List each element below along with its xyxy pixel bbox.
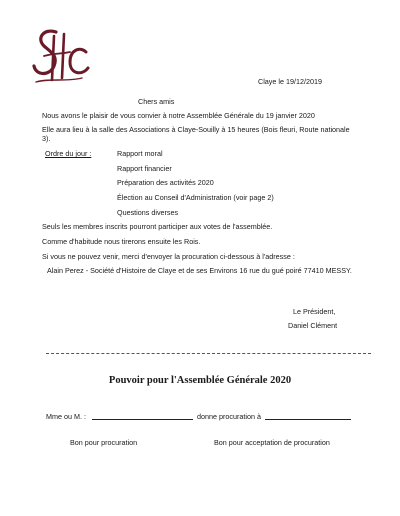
cut-line [46,353,371,354]
name-label: Mme ou M. : [46,412,86,421]
venue-line-1: Elle aura lieu à la salle des Associations à Claye-Souilly à 15 heures (Bois fleuri, Route nationale [42,125,350,134]
gives-proxy-label: donne procuration à [197,412,261,421]
greeting: Chers amis [138,97,175,106]
agenda-item: Élection au Conseil d'Administration (voir page 2) [117,193,274,202]
name-field[interactable] [92,412,193,420]
agenda-item: Rapport financier [117,164,172,173]
right-signature-label: Bon pour acceptation de procuration [214,438,330,447]
intro-paragraph: Nous avons le plaisir de vous convier à notre Assemblée Générale du 19 janvier 2020 [42,111,315,120]
agenda-item: Rapport moral [117,149,163,158]
agenda-item: Questions diverses [117,208,179,217]
proxy-recipient-field[interactable] [265,412,351,420]
society-logo [30,26,90,88]
proxy-note: Si vous ne pouvez venir, merci d'envoyer la procuration ci-dessous à l'adresse : [42,252,295,261]
proxy-form-title: Pouvoir pour l'Assemblée Générale 2020 [108,375,292,386]
agenda-label: Ordre du jour : [45,149,92,158]
signature-title: Le Président, [293,307,336,316]
members-note: Seuls les membres inscrits pourront participer aux votes de l'assemblée. [42,222,273,231]
agenda-item: Préparation des activités 2020 [117,178,214,187]
signature-name: Daniel Clément [288,321,338,330]
left-signature-label: Bon pour procuration [70,438,138,447]
venue-line-2: 3). [42,134,51,143]
letter-date: Claye le 19/12/2019 [258,77,322,86]
kings-note: Comme d'habitude nous tirerons ensuite les Rois. [42,237,201,246]
mailing-address: Alain Perez - Société d'Histoire de Claye et de ses Environs 16 rue du gué poiré 77410 MESSY. [47,266,352,275]
